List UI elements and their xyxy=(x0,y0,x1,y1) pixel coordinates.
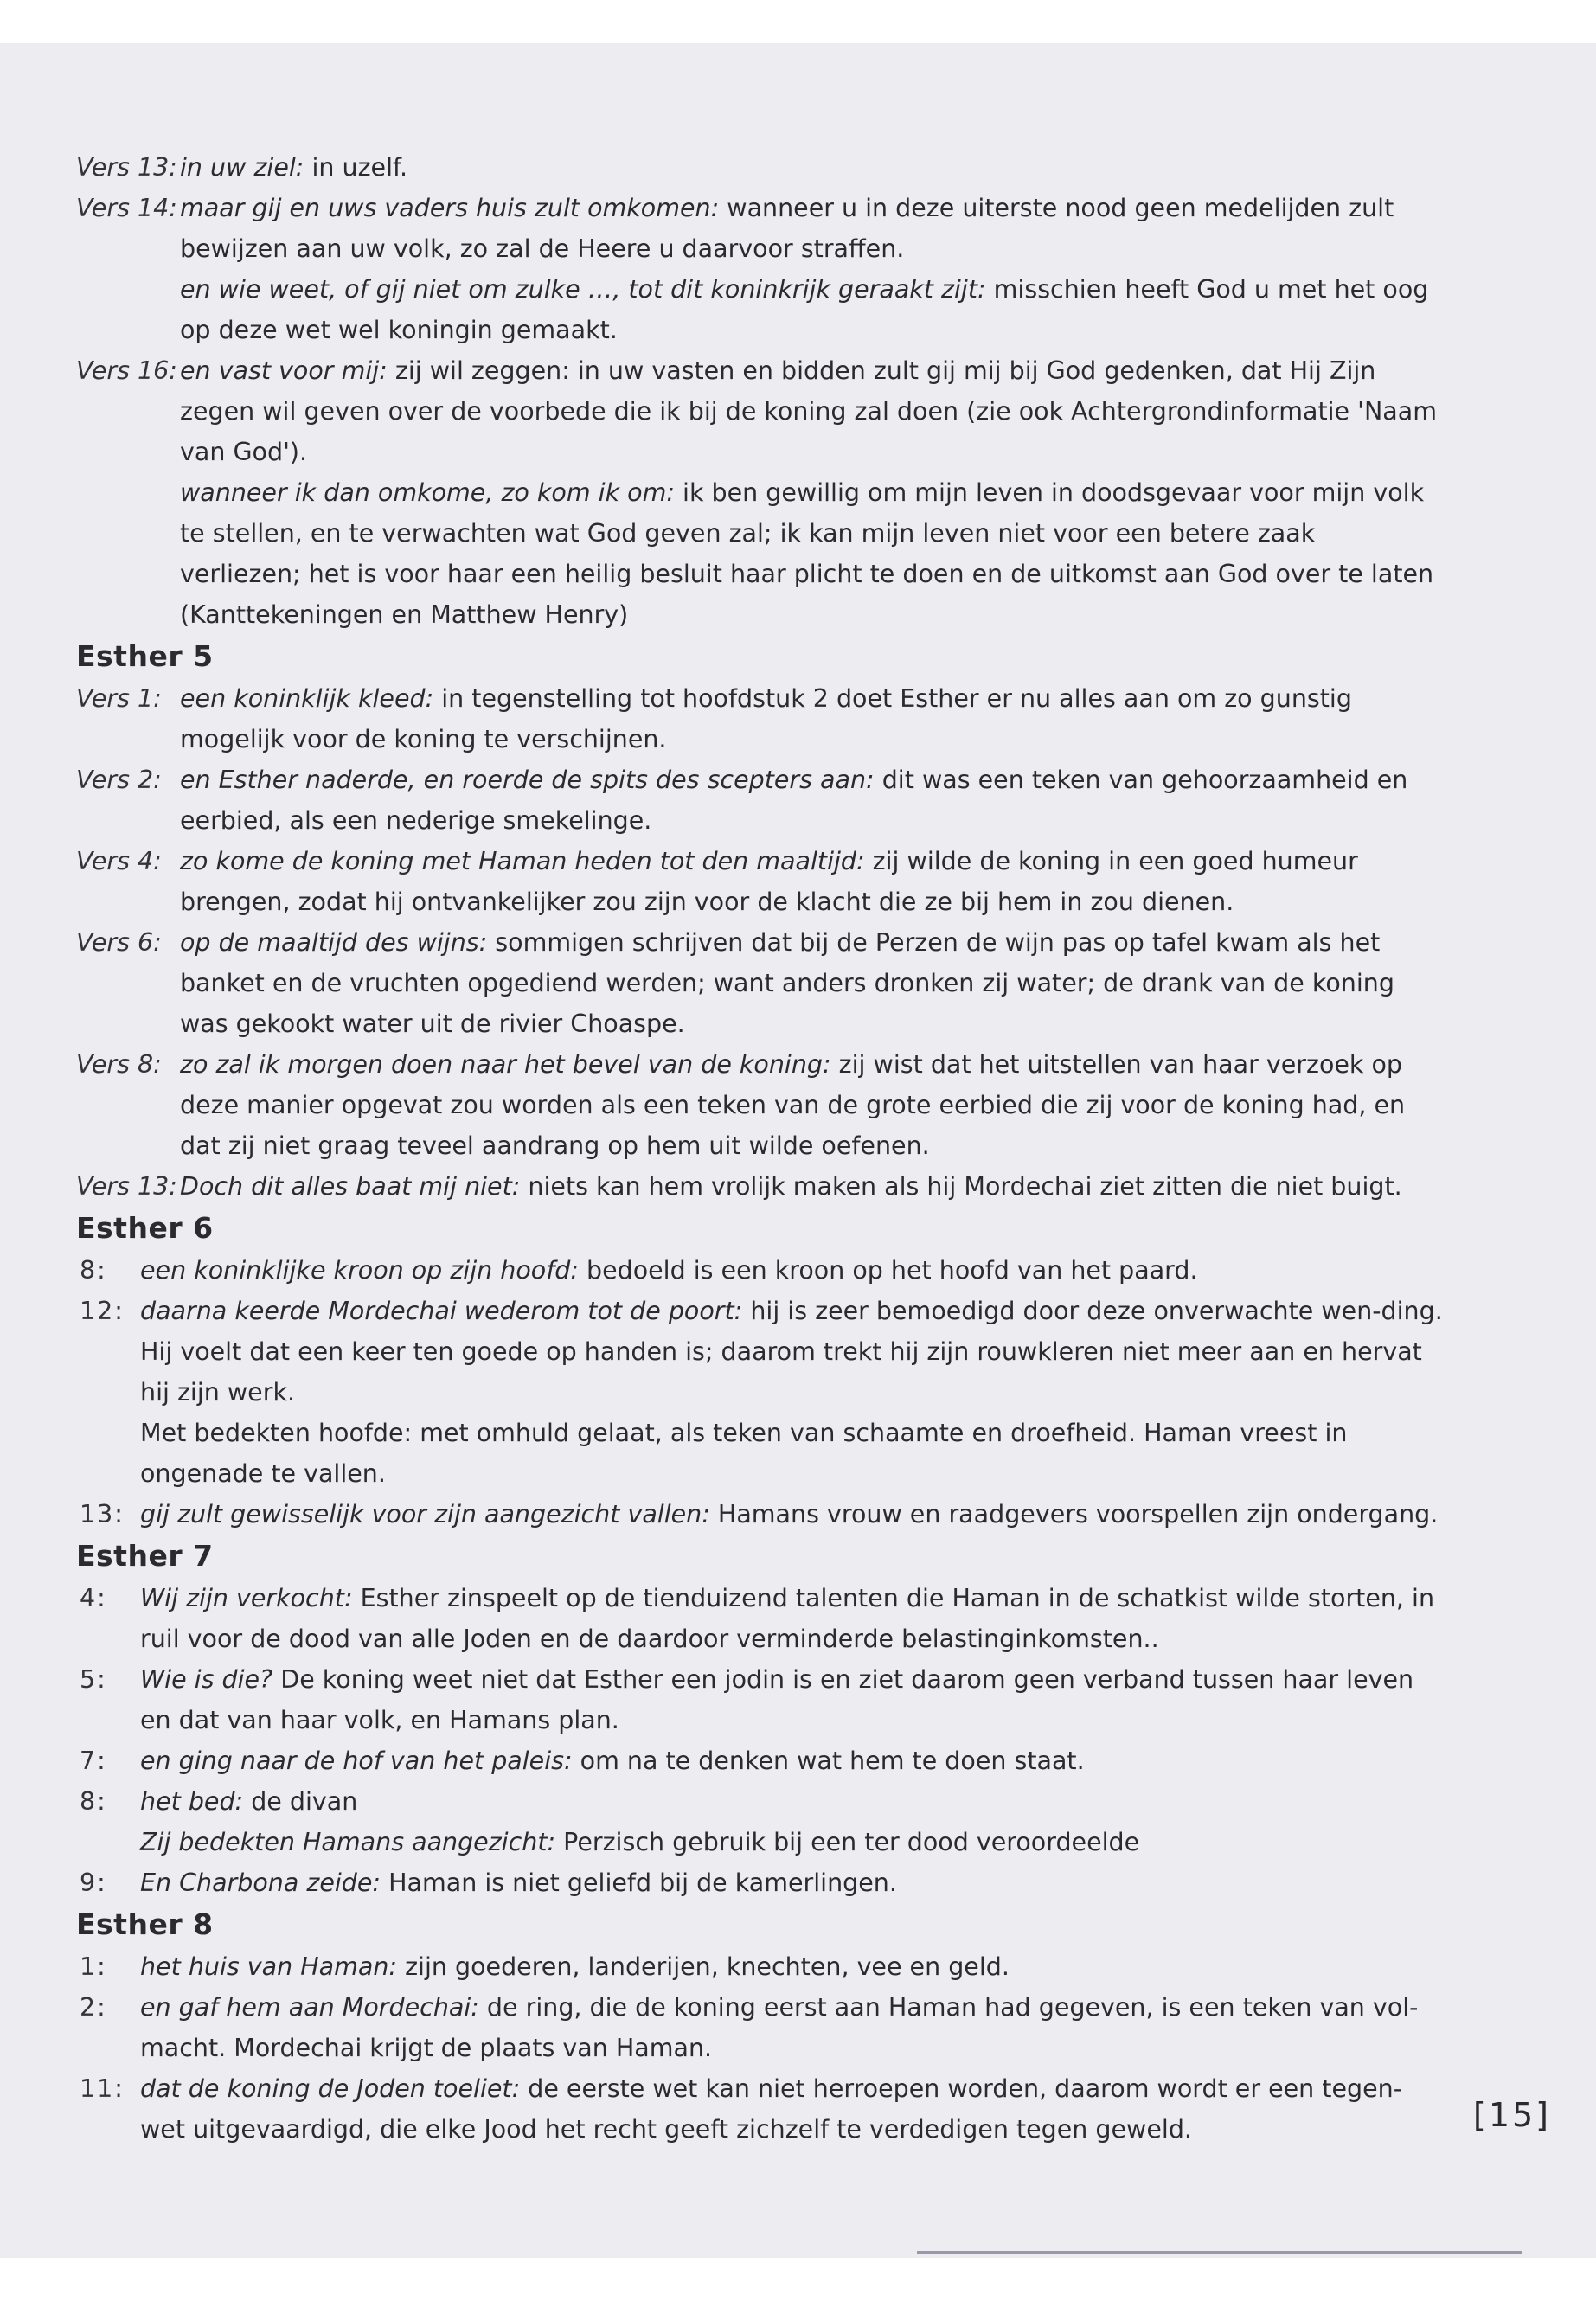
explanation: sommigen schrijven dat bij de Perzen de wijn pas op tafel kwam als het banket en de vruchten opgediend werden; want anders dronken zij water; de drank van de koning was gekookt water uit de rivier Choaspe. xyxy=(180,928,1394,1038)
verse-note xyxy=(76,1044,1443,1166)
note-text xyxy=(180,678,1443,760)
verse-note xyxy=(76,147,1443,188)
verse-note xyxy=(76,1166,1443,1207)
explanation: Esther zinspeelt op de tienduizend talenten die Haman in de schatkist wilde storten, in ruil voor de dood van alle Joden en de daardoor verminderde belastinginkomsten.. xyxy=(140,1584,1435,1653)
note-text xyxy=(140,1862,1443,1903)
explanation: de divan xyxy=(243,1787,358,1816)
explanation: De koning weet niet dat Esther een jodin is en ziet daarom geen verband tussen haar leven en dat van haar volk, en Hamans plan. xyxy=(140,1665,1414,1734)
quoted-term: dat de koning de Joden toeliet: xyxy=(140,2074,521,2103)
verse-note xyxy=(76,1781,1443,1822)
verse-label: 13: xyxy=(80,1500,125,1529)
verse-label: Vers 1: xyxy=(76,684,162,713)
quoted-term: op de maaltijd des wijns: xyxy=(180,928,488,957)
verse-note xyxy=(76,188,1443,269)
verse-note xyxy=(76,1659,1443,1740)
note-text xyxy=(180,760,1443,841)
verse-note xyxy=(76,269,1443,350)
verse-note xyxy=(76,841,1443,922)
explanation: misschien heeft God u met het oog op deze wet wel koningin gemaakt. xyxy=(180,275,1429,344)
chapter-heading: Esther 6 xyxy=(76,1211,214,1245)
explanation: zij wist dat het uitstellen van haar verzoek op deze manier opgevat zou worden als een teken van de grote eerbied die zij voor de koning had, en dat zij niet graag teveel aandrang op hem uit wilde oefenen. xyxy=(180,1050,1406,1160)
explanation: om na te denken wat hem te doen staat. xyxy=(572,1747,1085,1775)
verse-note xyxy=(76,2068,1443,2150)
verse-note xyxy=(76,1822,1443,1862)
verse-note xyxy=(76,1291,1443,1413)
verse-note xyxy=(76,1740,1443,1781)
page-number: [15] xyxy=(1473,2096,1552,2134)
verse-label: 8: xyxy=(80,1256,107,1285)
note-text xyxy=(180,350,1443,472)
quoted-term: daarna keerde Mordechai wederom tot de poort: xyxy=(140,1297,743,1325)
verse-label: Vers 14: xyxy=(76,194,177,222)
verse-label: Vers 2: xyxy=(76,766,162,794)
note-text xyxy=(180,1166,1443,1207)
verse-label: 5: xyxy=(80,1665,107,1694)
verse-label: Vers 13: xyxy=(76,153,177,182)
note-text xyxy=(180,922,1443,1044)
explanation: Hamans vrouw en raadgevers voorspellen zijn ondergang. xyxy=(709,1500,1439,1529)
note-text xyxy=(180,841,1443,922)
chapter-heading: Esther 5 xyxy=(76,639,214,673)
verse-note xyxy=(76,1862,1443,1903)
quoted-term: zo zal ik morgen doen naar het bevel van de koning: xyxy=(180,1050,831,1079)
note-text xyxy=(140,1740,1443,1781)
note-text xyxy=(140,1494,1443,1535)
quoted-term: maar gij en uws vaders huis zult omkomen: xyxy=(180,194,720,222)
verse-label: 12: xyxy=(80,1297,125,1325)
quoted-term: en Esther naderde, en roerde de spits des scepters aan: xyxy=(180,766,875,794)
verse-note xyxy=(76,1494,1443,1535)
note-text xyxy=(76,1413,1443,1494)
explanation: dit was een teken van gehoorzaamheid en eerbied, als een nederige smekelinge. xyxy=(180,766,1408,835)
quoted-term: het huis van Haman: xyxy=(140,1952,398,1981)
explanation: zij wil zeggen: in uw vasten en bidden zult gij mij bij God gedenken, dat Hij Zijn zegen wil geven over de voorbede die ik bij de koning zal doen (zie ook Achtergrondinformatie 'Naam van God'). xyxy=(180,356,1437,466)
bottom-rule xyxy=(917,2251,1522,2254)
explanation: bedoeld is een kroon op het hoofd van het paard. xyxy=(578,1256,1198,1285)
explanation: niets kan hem vrolijk maken als hij Mordechai ziet zitten die niet buigt. xyxy=(520,1172,1402,1201)
verse-note xyxy=(76,350,1443,472)
explanation: in uzelf. xyxy=(304,153,408,182)
verse-label: 4: xyxy=(80,1584,107,1612)
explanation: in tegenstelling tot hoofdstuk 2 doet Esther er nu alles aan om zo gunstig mogelijk voor de koning te verschijnen. xyxy=(180,684,1352,753)
explanation: de ring, die de koning eerst aan Haman had gegeven, is een teken van vol-macht. Mordechai krijgt de plaats van Haman. xyxy=(140,1993,1419,2062)
verse-label: Vers 4: xyxy=(76,847,162,875)
note-text xyxy=(76,269,1443,350)
verse-note xyxy=(76,1987,1443,2068)
verse-note xyxy=(76,472,1443,635)
explanation: Met bedekten hoofde: met omhuld gelaat, als teken van schaamte en droefheid. Haman vreest in ongenade te vallen. xyxy=(140,1419,1348,1488)
quoted-term: een koninklijke kroon op zijn hoofd: xyxy=(140,1256,579,1285)
note-text xyxy=(140,1781,1443,1822)
verse-label: Vers 8: xyxy=(76,1050,162,1079)
quoted-term: en vast voor mij: xyxy=(180,356,388,385)
verse-label: 11: xyxy=(80,2074,125,2103)
note-text xyxy=(76,1822,1443,1862)
explanation: ik ben gewillig om mijn leven in doodsgevaar voor mijn volk te stellen, en te verwachten wat God geven zal; ik kan mijn leven niet voor een betere zaak verliezen; het is voor haar een heilig besluit haar plicht te doen en de uitkomst aan God over te laten (Kanttekeningen en Matthew Henry) xyxy=(180,478,1434,629)
quoted-term: Wie is die? xyxy=(140,1665,273,1694)
annotation-list xyxy=(76,147,1443,2150)
explanation: Haman is niet geliefd bij de kamerlingen. xyxy=(381,1868,897,1897)
verse-label: Vers 6: xyxy=(76,928,162,957)
quoted-term: en gaf hem aan Mordechai: xyxy=(140,1993,479,2022)
verse-label: 8: xyxy=(80,1787,107,1816)
chapter-heading: Esther 7 xyxy=(76,1539,214,1573)
explanation: zijn goederen, landerijen, knechten, vee en geld. xyxy=(397,1952,1010,1981)
note-text xyxy=(140,1578,1443,1659)
chapter-heading: Esther 8 xyxy=(76,1907,214,1941)
quoted-term: En Charbona zeide: xyxy=(140,1868,381,1897)
quoted-term: in uw ziel: xyxy=(180,153,304,182)
quoted-term: en ging naar de hof van het paleis: xyxy=(140,1747,573,1775)
quoted-term: gij zult gewisselijk voor zijn aangezicht vallen: xyxy=(140,1500,710,1529)
explanation: zij wilde de koning in een goed humeur brengen, zodat hij ontvankelijker zou zijn voor de klacht die ze bij hem in zou dienen. xyxy=(180,847,1358,916)
verse-note xyxy=(76,678,1443,760)
verse-note xyxy=(76,760,1443,841)
verse-label: 7: xyxy=(80,1747,107,1775)
explanation: wanneer u in deze uiterste nood geen medelijden zult bewijzen aan uw volk, zo zal de Heere u daarvoor straffen. xyxy=(180,194,1394,263)
explanation: de eerste wet kan niet herroepen worden, daarom wordt er een tegen-wet uitgevaardigd, die elke Jood het recht geeft zichzelf te verdedigen tegen geweld. xyxy=(140,2074,1402,2144)
verse-label: 2: xyxy=(80,1993,107,2022)
quoted-term: het bed: xyxy=(140,1787,244,1816)
verse-note xyxy=(76,1413,1443,1494)
note-text xyxy=(180,188,1443,269)
verse-note xyxy=(76,1578,1443,1659)
verse-note xyxy=(76,1250,1443,1291)
verse-label: 1: xyxy=(80,1952,107,1981)
note-text xyxy=(140,1659,1443,1740)
note-text xyxy=(180,147,1443,188)
quoted-term: Zij bedekten Hamans aangezicht: xyxy=(140,1828,556,1856)
quoted-term: een koninklijk kleed: xyxy=(180,684,434,713)
quoted-term: zo kome de koning met Haman heden tot den maaltijd: xyxy=(180,847,865,875)
quoted-term: Wij zijn verkocht: xyxy=(140,1584,353,1612)
note-text xyxy=(180,1044,1443,1166)
verse-label: Vers 16: xyxy=(76,356,177,385)
note-text xyxy=(140,1987,1443,2068)
note-text xyxy=(76,472,1443,635)
quoted-term: wanneer ik dan omkome, zo kom ik om: xyxy=(180,478,675,507)
verse-note xyxy=(76,1946,1443,1987)
explanation: hij is zeer bemoedigd door deze onverwachte wen-ding. Hij voelt dat een keer ten goede op handen is; daarom trekt hij zijn rouwkleren niet meer aan en hervat hij zijn werk. xyxy=(140,1297,1443,1407)
note-text xyxy=(140,2068,1443,2150)
verse-label: 9: xyxy=(80,1868,107,1897)
verse-note xyxy=(76,922,1443,1044)
quoted-term: en wie weet, of gij niet om zulke …, tot dit koninkrijk geraakt zijt: xyxy=(180,275,986,304)
note-text xyxy=(140,1946,1443,1987)
verse-label: Vers 13: xyxy=(76,1172,177,1201)
explanation: Perzisch gebruik bij een ter dood veroordeelde xyxy=(555,1828,1140,1856)
note-text xyxy=(140,1291,1443,1413)
quoted-term: Doch dit alles baat mij niet: xyxy=(180,1172,521,1201)
note-text xyxy=(140,1250,1443,1291)
